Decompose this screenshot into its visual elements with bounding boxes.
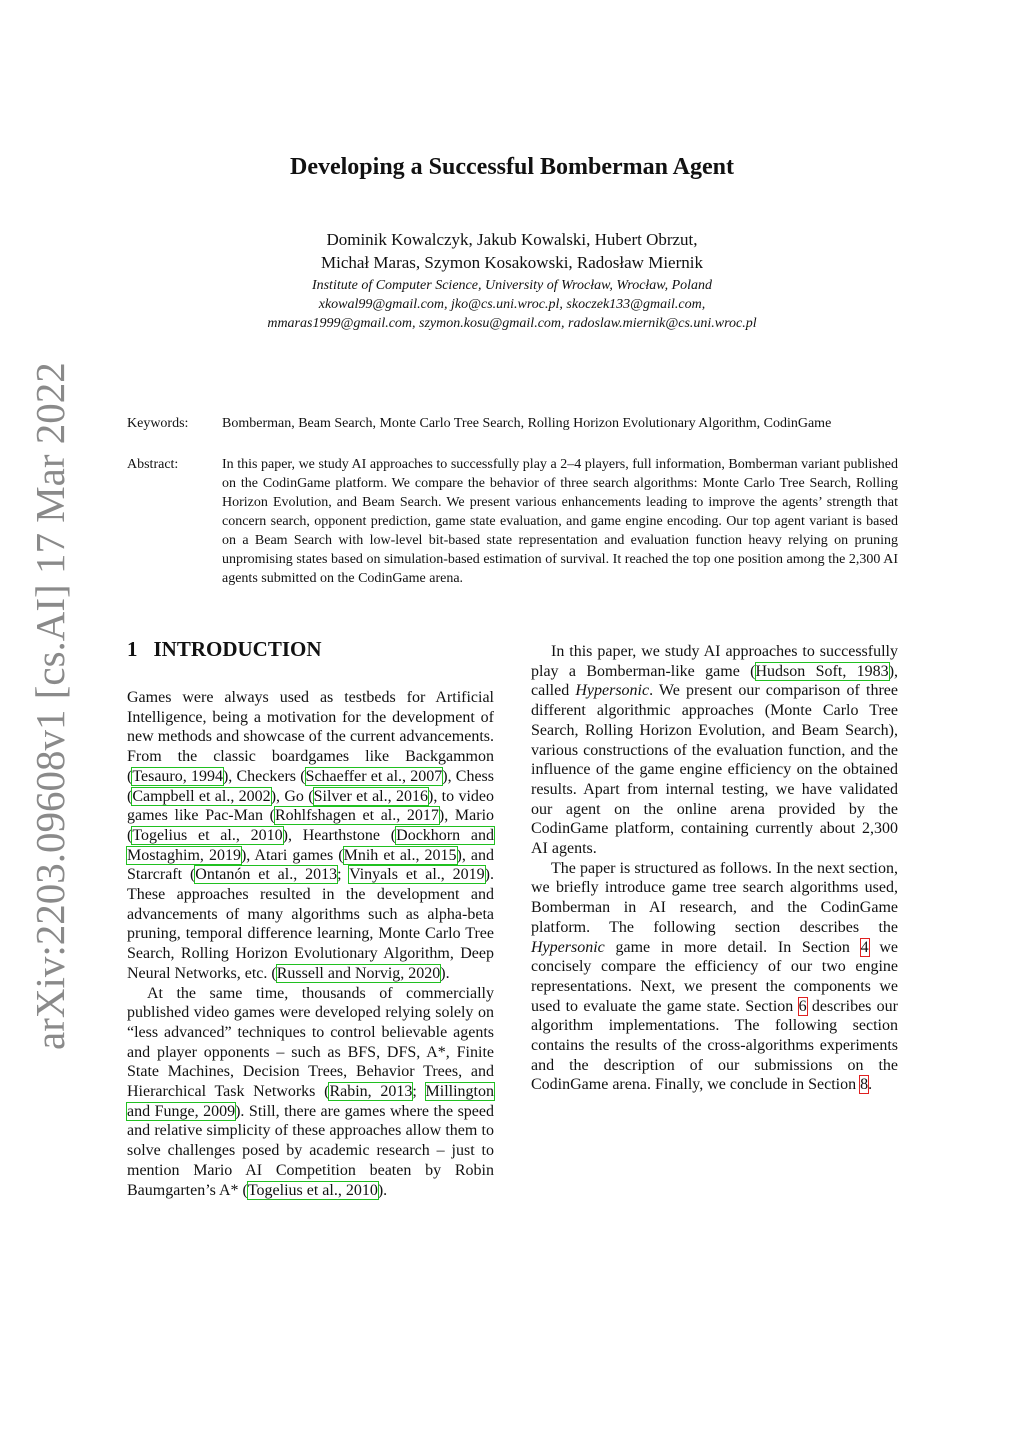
text-run: ), Hearthstone ( bbox=[282, 826, 397, 844]
section-heading bbox=[127, 637, 322, 662]
citation-link[interactable]: Mnih et al., 2015 bbox=[343, 846, 457, 864]
text-run: ). bbox=[440, 964, 450, 982]
text-run: ), Chess ( bbox=[127, 767, 495, 805]
citation-link[interactable]: Vinyals et al., 2019 bbox=[349, 866, 485, 884]
citation-link[interactable]: Russell and Norvig, 2020 bbox=[276, 964, 441, 982]
author-line: Dominik Kowalczyk, Jakub Kowalski, Hubert Obrzut, bbox=[326, 230, 698, 249]
text-run: ). bbox=[377, 1181, 388, 1199]
citation-link[interactable]: Dockhorn and Mostaghim, 2019 bbox=[127, 826, 494, 864]
game-name: Hypersonic bbox=[531, 938, 605, 956]
section-reference-link[interactable]: 4 bbox=[860, 938, 869, 956]
text-run: . We present our comparison of three different algorithmic approaches (Monte Carlo Tree Search, Rolling Horizon Evolution, and Beam Search), various constructions of the evaluation function, and the influence of the game engine efficiency on the obtained results. Apart from internal testing, we have validated our agent on the online arena provided by the CodinGame platform, containing currently about 2,300 AI agents. bbox=[531, 682, 898, 858]
author-line: Michał Maras, Szymon Kosakowski, Radosław Miernik bbox=[321, 253, 703, 272]
text-run: ), called bbox=[531, 662, 899, 700]
text-run: we concisely compare the efficiency of our two engine representations. Next, we present the components we used to evaluate the game state. Section bbox=[531, 938, 898, 1015]
citation-link[interactable]: Millington and Funge, 2009 bbox=[127, 1083, 494, 1120]
section-title: INTRODUCTION bbox=[153, 637, 322, 661]
section-number: 1 bbox=[127, 637, 138, 661]
paragraph bbox=[127, 688, 494, 984]
text-run: At the same time, thousands of commercially published video games were developed relying solely on “less advanced” techniques to control believable agents and player opponents – such as BFS, DFS, A*, Finite State Machines, Decision Trees, Behavior Trees, and Hierarchical Task Networks ( bbox=[127, 984, 494, 1101]
citation-link[interactable]: Ontanón et al., 2013 bbox=[195, 866, 338, 884]
paragraph bbox=[127, 984, 494, 1201]
section-reference-link[interactable]: 6 bbox=[798, 997, 807, 1015]
game-name: Hypersonic bbox=[575, 682, 650, 700]
text-run: ; bbox=[337, 866, 350, 884]
text-run: ). These approaches resulted in the development and advancements of many algorithms such as alpha-beta pruning, temporal difference learning, Monte Carlo Tree Search, Rolling Horizon Evolutionary Algorithm, Deep Neural Networks, etc. ( bbox=[127, 866, 494, 982]
text-run: ). Still, there are games where the speed and relative simplicity of these approaches allow them to solve challenges posed by academic research – just to mention Mario AI Competition beaten by Robin Baumgarten’s A* ( bbox=[127, 1102, 494, 1199]
abstract-label: Abstract: bbox=[127, 457, 179, 472]
paragraph bbox=[531, 859, 898, 1095]
citation-link[interactable]: Togelius et al., 2010 bbox=[132, 826, 283, 844]
keywords-text: Bomberman, Beam Search, Monte Carlo Tree Search, Rolling Horizon Evolutionary Algorithm, CodinGame bbox=[222, 416, 832, 431]
text-run: game in more detail. In Section bbox=[604, 938, 861, 956]
text-run: Games were always used as testbeds for Artificial Intelligence, being a motivation for the development of new methods and showcase of the current advancements. From the classic boardgames like Backgammon ( bbox=[127, 689, 494, 785]
text-run: ), Atari games ( bbox=[240, 846, 344, 864]
text-run: . bbox=[868, 1076, 873, 1094]
paragraph bbox=[531, 642, 898, 859]
citation-link[interactable]: Togelius et al., 2010 bbox=[247, 1181, 378, 1199]
text-run: The paper is structured as follows. In the next section, we briefly introduce game tree search algorithms used, Bomberman in AI research, and the CodinGame platform. The following section describes the bbox=[531, 859, 898, 936]
section-reference-link[interactable]: 8 bbox=[860, 1076, 869, 1094]
text-run: ), Checkers ( bbox=[222, 767, 306, 785]
text-run: ), to video games like Pac-Man ( bbox=[127, 787, 495, 825]
right-column bbox=[531, 642, 898, 1095]
arxiv-identifier-stamp: arXiv:2203.09608v1 [cs.AI] 17 Mar 2022 bbox=[27, 362, 73, 1050]
author-list bbox=[0, 228, 1024, 274]
affiliation-block bbox=[0, 276, 1024, 333]
citation-link[interactable]: Campbell et al., 2002 bbox=[132, 787, 271, 805]
text-run: ), Mario ( bbox=[127, 807, 495, 844]
text-run: describes our algorithm implementations. The following section contains the results of the cross-algorithms experiments and the description of our submissions on the CodinGame arena. Finally, we conclude in Section bbox=[531, 997, 899, 1094]
email-line: mmaras1999@gmail.com, szymon.kosu@gmail.com, radoslaw.miernik@cs.uni.wroc.pl bbox=[267, 316, 757, 331]
keywords-label: Keywords: bbox=[127, 416, 189, 431]
text-run: ; bbox=[412, 1083, 426, 1101]
affiliation: Institute of Computer Science, University of Wrocław, Wrocław, Poland bbox=[311, 278, 713, 293]
citation-link[interactable]: Rohlfshagen et al., 2017 bbox=[274, 807, 439, 825]
citation-link[interactable]: Rabin, 2013 bbox=[329, 1083, 413, 1101]
paper-title: Developing a Successful Bomberman Agent bbox=[290, 154, 734, 180]
citation-link[interactable]: Schaeffer et al., 2007 bbox=[305, 767, 443, 785]
text-run: In this paper, we study AI approaches to successfully play a Bomberman-like game ( bbox=[531, 643, 898, 680]
citation-link[interactable]: Hudson Soft, 1983 bbox=[755, 662, 889, 680]
citation-link[interactable]: Silver et al., 2016 bbox=[313, 787, 428, 805]
text-run: ), Go ( bbox=[270, 787, 314, 805]
left-column bbox=[127, 688, 494, 1200]
text-run: ), and Starcraft ( bbox=[127, 846, 494, 884]
citation-link[interactable]: Tesauro, 1994 bbox=[132, 767, 223, 785]
abstract-text: In this paper, we study AI approaches to successfully play a 2–4 players, full information, Bomberman variant published on the CodinGame platform. We compare the behavior of three search algorithms: Monte Carlo Tree Search, Rolling Horizon Evolution, and Beam Search. We present various enhancements leading to improve the agents’ strength that concern search, opponent prediction, game state evaluation, and game engine encoding. Our top agent variant is based on a Beam Search with low-level bit-based state representation and evaluation function heavy relying on pruning unpromising states based on simulation-based estimation of survival. It reached the top one position among the 2,300 AI agents submitted on the CodinGame arena. bbox=[222, 457, 898, 586]
email-line: xkowal99@gmail.com, jko@cs.uni.wroc.pl, skoczek133@gmail.com, bbox=[318, 297, 706, 312]
